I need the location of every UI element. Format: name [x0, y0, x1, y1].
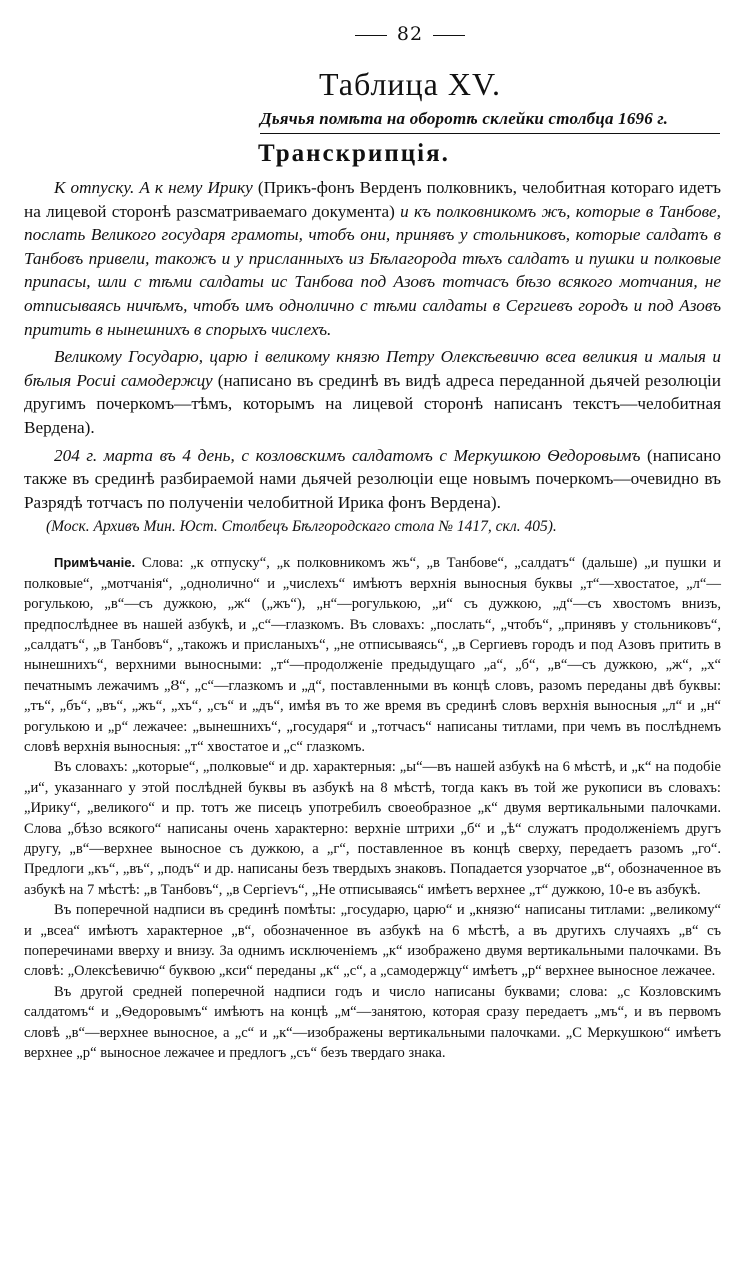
- table-subtitle: Дьячья помѣта на оборотѣ склейки столбца 1696 г.: [260, 109, 669, 128]
- page-number-dash-right: [433, 35, 465, 36]
- document-page: [24, 22, 721, 1063]
- notes-paragraph-1: [24, 553, 721, 757]
- page-number-dash-left: [355, 35, 387, 36]
- transcription-p3-italic: 204 г. марта въ 4 день, с козловскимъ салдатомъ с Меркушкою Ѳедоровымъ: [54, 445, 641, 465]
- page-number: 82: [396, 23, 424, 45]
- notes-paragraph-3: Въ поперечной надписи въ срединѣ помѣты: „государю, царю“ и „князю“ написаны титлами: „великому“ и „всеа“ имѣютъ характерное „в“, обозначенное въ азбукѣ на 6 мѣстѣ, а въ другихъ случаяхъ „в“ съ поперечинами вверху и внизу. За однимъ исключеніемъ „к“ изображено двумя вертикальными палочками. Въ словѣ: „Олексѣевичю“ буквою „кси“ переданы „к“ „с“, а „самодержцу“ имѣетъ „р“ верхнее выносное лежачее.: [24, 902, 721, 980]
- transcription-paragraph-1: [24, 176, 721, 341]
- transcription-paragraph-2: [24, 345, 721, 439]
- transcription-p1-italic-a: К отпуску. А к нему Ирику: [54, 178, 253, 197]
- transcription-body: [24, 176, 721, 514]
- section-heading: Транскрипція.: [258, 140, 450, 167]
- notes-paragraph-2: Въ словахъ: „которые“, „полковые“ и др. характерныя: „ы“—въ нашей азбукѣ на 6 мѣстѣ, и „к“ на подобіе „и“, указаннаго у этой послѣдней буквы въ азбукѣ на 8 мѣстѣ, тогда какъ въ той же рукописи въ словахъ: „Ирику“, „великого“ и пр. тотъ же писецъ употребилъ своеобразное „к“ двумя вертикальными палочками. Слова „бѣзо всякого“ написаны очень характерно: верхніе штрихи „б“ и „ѣ“ служатъ продолженіемъ другъ другу, „в“—верхнее выносное съ дужкою, а „г“, поставленное въ концѣ сверху, передаетъ разомъ „го“. Предлоги „къ“, „въ“, „подъ“ и др. написаны безъ твердыхъ знаковъ. Попадается узорчатое „в“, обозначенное въ азбукѣ на 7 мѣстѣ: „в Танбовъ“, „в Сергievъ“, „Не отписываясь“ имѣетъ верхнее „т“ дужкою, 10-е въ азбукѣ.: [24, 759, 721, 898]
- archive-citation: (Моск. Архивъ Мин. Юст. Столбецъ Бѣлгородскаго стола № 1417, скл. 405).: [46, 518, 557, 536]
- page-number-row: [100, 22, 720, 46]
- transcription-paragraph-3: [24, 444, 721, 515]
- notes-label: Примѣчаніе.: [54, 555, 136, 571]
- subtitle-rule: [260, 133, 720, 134]
- transcription-p2-italic: Великому Государю, царю і великому князю Петру Олексѣевичю всеа великия и малыя и бѣлыя Росиі самодержцу: [24, 347, 721, 390]
- notes-paragraph-4: Въ другой средней поперечной надписи годъ и число написаны буквами; слова: „с Козловскимъ салдатомъ“ и „Ѳедоровымъ“ имѣютъ на концѣ „м“—занятою, которая сразу передаетъ „мъ“, и въ первомъ словѣ „в“—верхнее выносное, а „с“ и „к“—изображены вертикальными палочками. „С Меркушкою“ имѣетъ верхнее „р“ выносное лежачее и предлогъ „съ“ безъ твердаго знака.: [24, 983, 721, 1062]
- transcription-p3-plain: (написано также въ срединѣ разбираемой нами дьячей резолюціи еще новымъ почеркомъ—очевидно въ Разрядѣ тотчасъ по полученіи челобитной Ирика фонъ Вердена).: [24, 445, 721, 512]
- transcription-p1-plain-a: (Прикъ-фонъ Верденъ полковникъ, челобитная котораго идетъ на лицевой сторонѣ разсматриваемаго документа): [24, 178, 721, 221]
- transcription-p1-italic-b: и къ полковникомъ жъ, которые в Танбове, послать Великого государя грамоты, чтобъ они, принявъ у стольниковъ, которые салдатъ в Танбовъ привели, такожъ и у присланныхъ из Бѣлагорода тѣхъ салдатъ и пушки и полковые припасы, шли с тѣми салдаты ис Танбова под Азовъ тотчасъ бѣзо всякого мотчания, не отписываясь ничѣмъ, чтобъ имъ одноличнo с тѣми салдаты в Сергиевъ городъ и под Азовъ притить в нынешнихъ в спорыхъ числехъ.: [24, 201, 721, 339]
- notes-text-1: Слова: „к отпуску“, „к полковникомъ жъ“, „в Танбове“, „салдатъ“ (дальше) „и пушки и полковые“, „мотчанія“, „одноличнo“ и „числехъ“ имѣютъ верхнія выносныя буквы „т“—хвостатое, „л“—рогулькою, „в“—съ дужкою, „ж“ („жъ“), „н“—рогулькою, „и“ съ дужкою, „д“—съ хвостомъ внизъ, предпослѣднее въ нашей азбукѣ, и „с“—глазкомъ. Въ словахъ: „послать“, „чтобъ“, „принявъ у стольниковъ“, „салдатъ“, „в Танбовъ“, „такожъ и присланыхъ“, „не отписываясь“, „в Сергиевъ городъ и под Азовъ притить в нынешнихъ“, верхними выносными: „т“—продолженіе предыдущаго „а“, „б“, „в“—съ дужкою, „ж“, „х“ печатнымъ лежачимъ „Ȣ“, „с“—глазкомъ и „д“, поставленными въ концѣ словъ, разомъ переданы двѣ буквы: „тъ“, „бъ“, „въ“, „жъ“, „хъ“, „съ“ и „дъ“, имѣя въ то же время въ срединѣ словъ верхнія выносныя „л“ и „н“ рогулькою и „р“ лежачее: „вынешнихъ“, „государя“ и „тотчасъ“ написаны титлами, при чемъ въ послѣднемъ словѣ верхнія выносныя: „т“ хвостатое и „с“ глазкомъ.: [24, 555, 721, 755]
- table-title: Таблица XV.: [319, 66, 501, 102]
- notes-section: [24, 553, 721, 1063]
- transcription-p2-plain: (написано въ срединѣ въ видѣ адреса переданной дьячей резолюціи другимъ почеркомъ—тѣмъ, которымъ на лицевой сторонѣ написанъ текстъ—челобитная Вердена).: [24, 370, 721, 437]
